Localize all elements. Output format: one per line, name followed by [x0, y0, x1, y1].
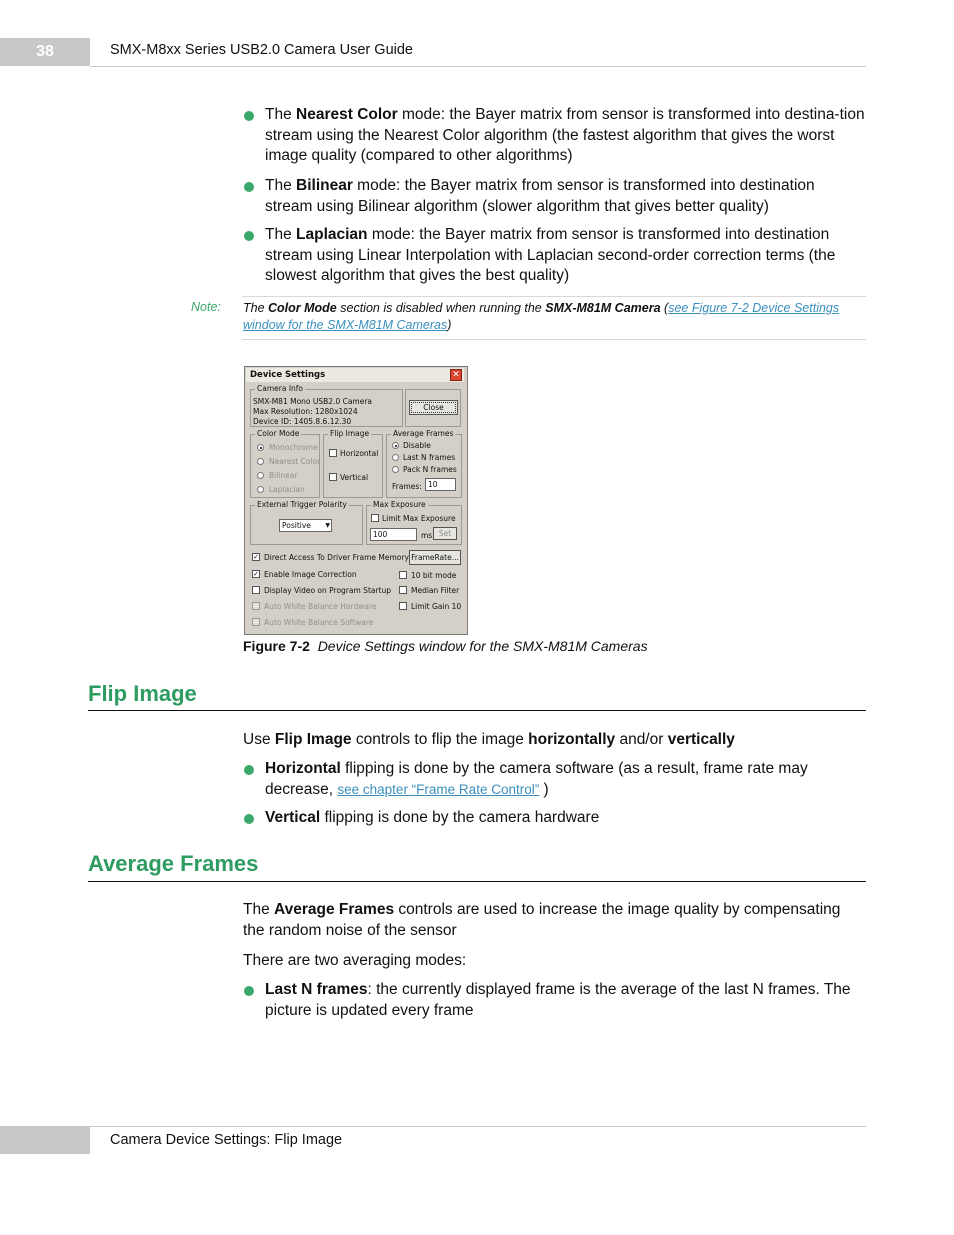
median-filter-checkbox[interactable]: [399, 586, 407, 594]
bullet-horizontal: Horizontal flipping is done by the camera software (as a result, frame rate may decrease, see chapter “Frame Rate Control” ): [265, 760, 808, 798]
trigger-polarity-select[interactable]: [279, 519, 332, 532]
average-option: Pack N frames: [403, 465, 457, 474]
note-label: Note:: [191, 300, 221, 314]
trigger-polarity-label: External Trigger Polarity: [257, 500, 347, 509]
flip-intro: Use Flip Image controls to flip the image horizontally and/or vertically: [243, 731, 735, 748]
trigger-value: Positive: [282, 521, 311, 530]
color-mode-radio[interactable]: [257, 486, 264, 493]
enable-correction-label: Enable Image Correction: [264, 570, 357, 579]
running-title: SMX-M8xx Series USB2.0 Camera User Guide: [110, 42, 413, 58]
average-option: Disable: [403, 441, 431, 450]
awb-hardware-checkbox[interactable]: [252, 602, 260, 610]
max-exposure-group: [366, 500, 462, 545]
limit-gain-label: Limit Gain 10: [411, 602, 462, 611]
direct-access-label: Direct Access To Driver Frame Memory: [264, 553, 409, 562]
vertical-checkbox[interactable]: [329, 473, 337, 481]
color-mode-radio[interactable]: [257, 472, 264, 479]
camera-device-id: Device ID: 1405.8.6.12.30: [253, 417, 352, 426]
trigger-polarity-group: [250, 500, 363, 545]
close-button[interactable]: Close: [409, 400, 458, 415]
camera-model: SMX-M81 Mono USB2.0 Camera: [253, 397, 373, 406]
bullet-vertical: Vertical flipping is done by the camera hardware: [265, 809, 600, 826]
camera-info-label: Camera Info: [257, 384, 304, 393]
footer-band: [0, 1126, 90, 1154]
limit-exposure-checkbox[interactable]: [371, 514, 379, 522]
flip-image-heading: Flip Image: [88, 681, 197, 706]
bullet-last-n-frames: Last N frames: the currently displayed frame is the average of the last N frames. The picture is updated every frame: [265, 981, 851, 1019]
frames-label: Frames:: [392, 482, 422, 491]
note-rule-bottom: [242, 339, 866, 340]
average-intro: The Average Frames controls are used to increase the image quality by compensating the random noise of the sensor: [243, 901, 841, 939]
color-mode-label: Color Mode: [257, 429, 300, 438]
section-rule: [88, 710, 866, 711]
figure-link[interactable]: see Figure 7-2 Device Settings window for the SMX-M81M Cameras: [243, 301, 840, 332]
limit-exposure-label: Limit Max Exposure: [382, 514, 456, 523]
dialog-title: Device Settings: [250, 370, 326, 380]
bullet-icon: [244, 111, 254, 121]
ten-bit-label: 10 bit mode: [411, 571, 457, 580]
display-video-checkbox[interactable]: [252, 586, 260, 594]
max-exposure-label: Max Exposure: [373, 500, 426, 509]
flip-image-group: [323, 429, 383, 498]
flip-image-label: Flip Image: [330, 429, 370, 438]
close-icon[interactable]: ✕: [450, 369, 462, 381]
footer-rule: [90, 1126, 866, 1127]
footer-text: Camera Device Settings: Flip Image: [110, 1132, 343, 1148]
horizontal-label: Horizontal: [340, 449, 379, 458]
bullet-icon: [244, 182, 254, 192]
ten-bit-checkbox[interactable]: [399, 571, 407, 579]
set-button[interactable]: Set: [433, 527, 457, 540]
color-mode-radio[interactable]: [257, 458, 264, 465]
horizontal-checkbox[interactable]: [329, 449, 337, 457]
bullet-icon: [244, 765, 254, 775]
average-frames-label: Average Frames: [393, 429, 454, 438]
average-frames-heading: Average Frames: [88, 851, 259, 876]
average-radio[interactable]: [392, 466, 399, 473]
figure-caption: Figure 7-2 Device Settings window for the SMX-M81M Cameras: [243, 638, 648, 654]
color-mode-option: Monochrome: [269, 443, 318, 452]
average-option: Last N frames: [403, 453, 456, 462]
bullet-icon: [244, 814, 254, 824]
color-mode-group: [250, 429, 321, 498]
color-mode-option: Bilinear: [269, 471, 298, 480]
averaging-modes-text: There are two averaging modes:: [243, 952, 467, 969]
framerate-button[interactable]: FrameRate...: [409, 550, 461, 565]
color-mode-radio[interactable]: [257, 444, 264, 451]
camera-resolution: Max Resolution: 1280x1024: [253, 407, 358, 416]
dialog-titlebar: [246, 368, 464, 382]
page-number: 38: [36, 43, 54, 60]
awb-hardware-label: Auto White Balance Hardware: [264, 602, 377, 611]
frames-spinner[interactable]: 10: [425, 478, 456, 491]
vertical-label: Vertical: [340, 473, 369, 482]
color-mode-option: Nearest Color: [269, 457, 321, 466]
direct-access-checkbox[interactable]: ✓: [253, 553, 259, 561]
exposure-unit: ms: [421, 531, 433, 540]
header-rule: [90, 66, 866, 67]
exposure-input[interactable]: 100: [370, 528, 417, 541]
note-text: The Color Mode section is disabled when running the SMX-M81M Camera (see Figure 7-2 Device Settings window for the SMX-M81M Cameras): [243, 301, 840, 332]
average-radio[interactable]: [392, 454, 399, 461]
camera-info-group: [250, 384, 403, 427]
bullet-nearest-color: The Nearest Color mode: the Bayer matrix from sensor is transformed into destina-tion stream using the Nearest Color algorithm (the fastest algorithm that gives the worst image quality (compared to other algorithms): [265, 106, 865, 164]
color-mode-option: Laplacian: [269, 485, 305, 494]
bullet-laplacian: The Laplacian mode: the Bayer matrix from sensor is transformed into destination stream using Linear Interpolation with Laplacian second-order correction terms (the slowest algorithm that gives the best quality): [265, 226, 836, 284]
chevron-down-icon: ▼: [325, 522, 330, 529]
frame-rate-link[interactable]: see chapter “Frame Rate Control”: [337, 781, 540, 797]
bullet-bilinear: The Bilinear mode: the Bayer matrix from sensor is transformed into destination stream using Bilinear algorithm (slower algorithm that gives better quality): [265, 177, 815, 215]
limit-gain-checkbox[interactable]: [399, 602, 407, 610]
enable-correction-checkbox[interactable]: ✓: [253, 570, 259, 578]
display-video-label: Display Video on Program Startup: [264, 586, 392, 595]
note-rule-top: [242, 296, 866, 297]
average-radio[interactable]: [392, 442, 399, 449]
device-settings-dialog: [244, 366, 468, 635]
median-filter-label: Median Filter: [411, 586, 460, 595]
average-frames-group: [386, 429, 462, 498]
section-rule: [88, 881, 866, 882]
awb-software-label: Auto White Balance Software: [264, 618, 374, 627]
bullet-icon: [244, 231, 254, 241]
awb-software-checkbox[interactable]: [252, 618, 260, 626]
bullet-icon: [244, 986, 254, 996]
